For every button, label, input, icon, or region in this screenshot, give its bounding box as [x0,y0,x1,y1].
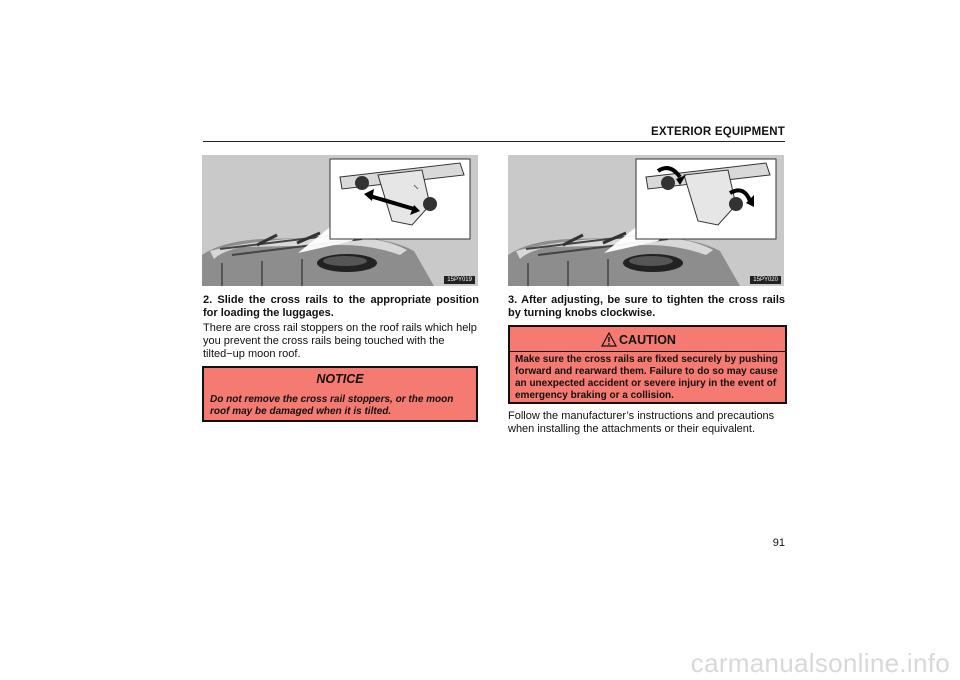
caution-text: Make sure the cross rails are fixed securely by pushing forward and rearward them. Failure to do so may cause an unexpected accident or severe injury in the event of emergency braking or a collision. [515,354,778,401]
caution-heading: CAUTION [619,333,676,347]
figure-cross-rail-slide [202,155,478,286]
step-2-body: There are cross rail stoppers on the roof rails which help you prevent the cross rails being touched with the tilted−up moon roof. [203,322,477,360]
knob-tighten-illustration [508,155,784,286]
roof-rail-slide-illustration [202,155,478,286]
figure-code: 15PY020 [750,276,781,284]
section-title: EXTERIOR EQUIPMENT [651,126,785,138]
notice-text: Do not remove the cross rail stoppers, or the moon roof may be damaged when it is tilted. [210,394,454,417]
step-3: 3. After adjusting, be sure to tighten the cross rails by turning knobs clockwise. [508,294,785,319]
step-2: 2. Slide the cross rails to the appropriate position for loading the luggages. [203,294,479,319]
figure-tighten-knobs [508,155,784,286]
caution-box [508,325,787,404]
notice-box [202,366,478,422]
watermark: carmanualsonline.info [690,648,950,678]
page-number: 91 [772,537,785,549]
header-rule [203,141,785,142]
figure-code: 15PY019 [444,276,475,284]
notice-heading: NOTICE [204,368,476,391]
caution-divider [510,351,785,352]
installation-note: Follow the manufacturer’s instructions and precautions when installing the attachments or their equivalent. [508,410,775,435]
